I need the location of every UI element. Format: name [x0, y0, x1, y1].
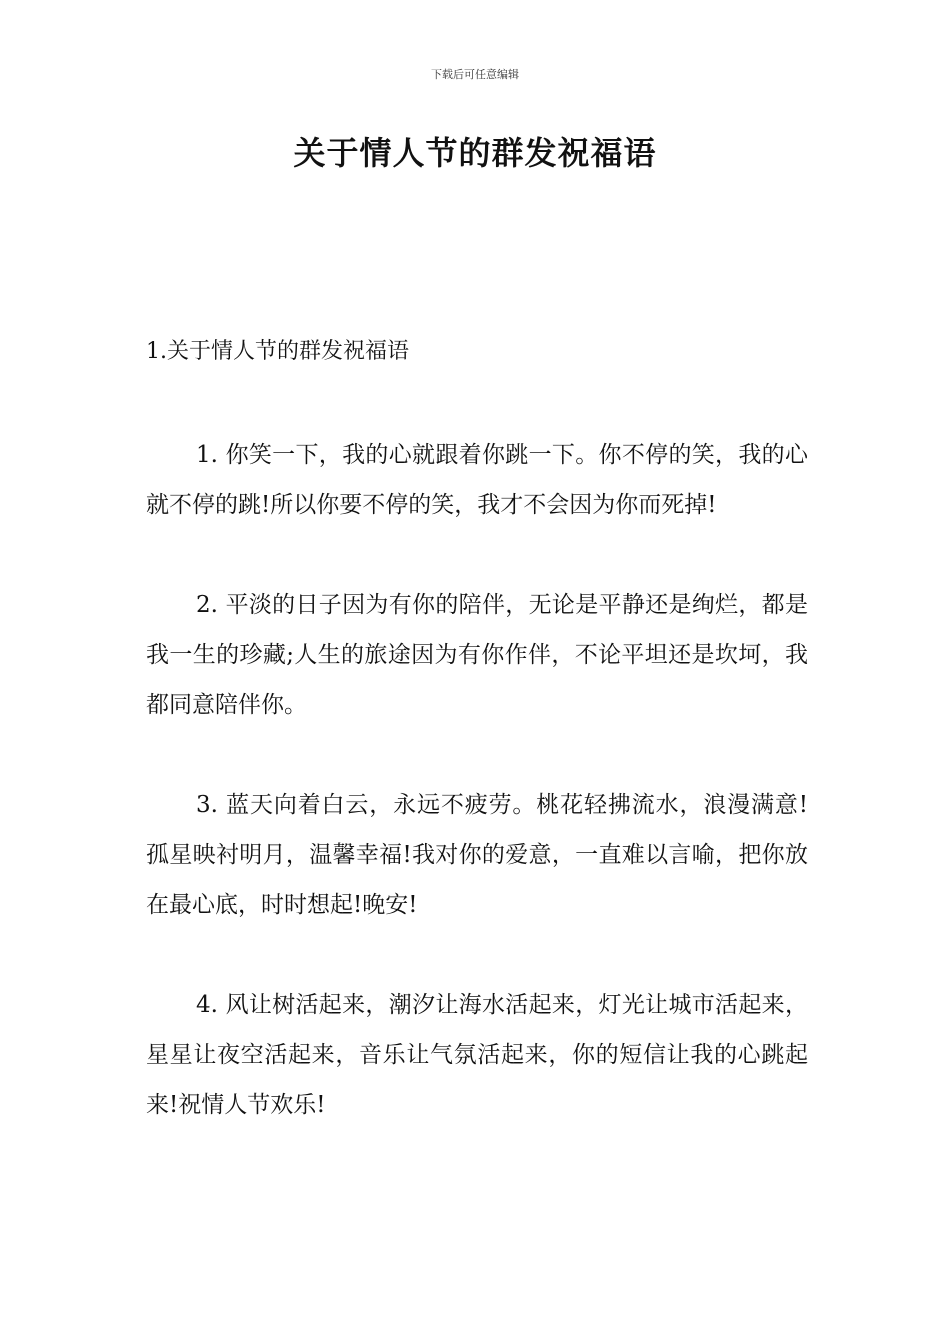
section-heading: 1.关于情人节的群发祝福语 [146, 339, 409, 364]
paragraph-2: 2. 平淡的日子因为有你的陪伴，无论是平静还是绚烂，都是我一生的珍藏;人生的旅途因为有你作伴，不论平坦还是坎坷，我都同意陪伴你。 [146, 592, 808, 718]
paragraph-1: 1. 你笑一下，我的心就跟着你跳一下。你不停的笑，我的心就不停的跳!所以你要不停的笑，我才不会因为你而死掉! [146, 442, 808, 518]
paragraph-3: 3. 蓝天向着白云，永远不疲劳。桃花轻拂流水，浪漫满意!孤星映衬明月，温馨幸福!我对你的爱意，一直难以言喻，把你放在最心底，时时想起!晚安! [146, 792, 808, 918]
document-title: 关于情人节的群发祝福语 [293, 134, 657, 172]
paragraph-4: 4. 风让树活起来，潮汐让海水活起来，灯光让城市活起来，星星让夜空活起来，音乐让气氛活起来，你的短信让我的心跳起来!祝情人节欢乐! [146, 992, 808, 1118]
header-note: 下载后可任意编辑 [431, 68, 519, 81]
body-text [146, 430, 808, 1180]
